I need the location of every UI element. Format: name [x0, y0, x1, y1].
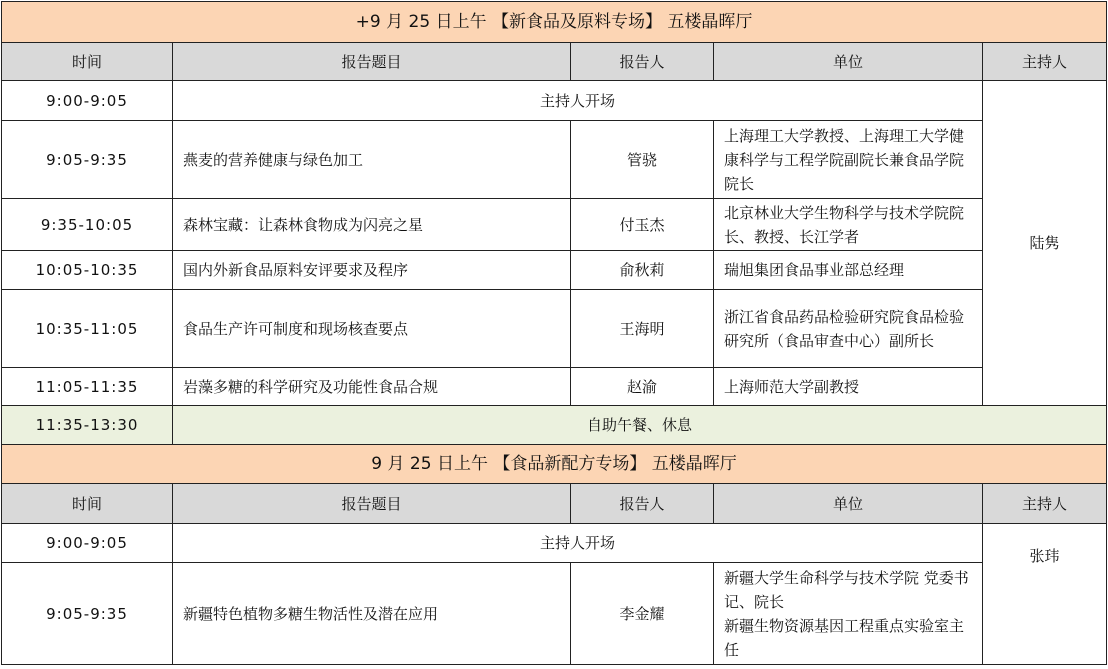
header-speaker: 报告人	[571, 484, 714, 524]
time-cell: 9:00-9:05	[2, 524, 173, 563]
time-cell: 10:05-10:35	[2, 251, 173, 290]
time-cell: 9:05-9:35	[2, 121, 173, 199]
unit-cell: 上海师范大学副教授	[714, 368, 983, 406]
speaker-cell: 赵渝	[571, 368, 714, 406]
unit-cell: 上海理工大学教授、上海理工大学健康科学与工程学院副院长兼食品学院院长	[714, 121, 983, 199]
header-unit: 单位	[714, 43, 983, 81]
topic-cell: 新疆特色植物多糖生物活性及潜在应用	[173, 563, 571, 665]
host-cell: 张玮	[983, 524, 1107, 665]
table-row	[2, 368, 1107, 406]
header-topic: 报告题目	[173, 484, 571, 524]
header-time: 时间	[2, 484, 173, 524]
topic-cell: 国内外新食品原料安评要求及程序	[173, 251, 571, 290]
table-row	[2, 290, 1107, 368]
time-cell: 10:35-11:05	[2, 290, 173, 368]
schedule-table	[1, 1, 1107, 665]
section-title: 9 月 25 日上午 【食品新配方专场】 五楼晶晖厅	[2, 445, 1107, 484]
unit-cell: 瑞旭集团食品事业部总经理	[714, 251, 983, 290]
header-unit: 单位	[714, 484, 983, 524]
speaker-cell: 俞秋莉	[571, 251, 714, 290]
table-row	[2, 251, 1107, 290]
header-host: 主持人	[983, 43, 1107, 81]
header-speaker: 报告人	[571, 43, 714, 81]
unit-cell: 浙江省食品药品检验研究院食品检验研究所（食品审查中心）副所长	[714, 290, 983, 368]
opening-label: 主持人开场	[173, 81, 983, 121]
unit-line: 新疆生物资源基因工程重点实验室主任	[724, 616, 965, 659]
header-topic: 报告题目	[173, 43, 571, 81]
host-cell: 陆隽	[983, 81, 1107, 406]
speaker-cell: 管骁	[571, 121, 714, 199]
unit-cell: 北京林业大学生物科学与技术学院院长、教授、长江学者	[714, 199, 983, 251]
table-row	[2, 199, 1107, 251]
unit-line: 新疆大学生命科学与技术学院 党委书记、院长	[724, 568, 969, 611]
topic-cell: 燕麦的营养健康与绿色加工	[173, 121, 571, 199]
time-cell: 9:05-9:35	[2, 563, 173, 665]
lunch-row	[2, 406, 1107, 445]
speaker-cell: 王海明	[571, 290, 714, 368]
speaker-cell: 李金耀	[571, 563, 714, 665]
time-cell: 11:05-11:35	[2, 368, 173, 406]
header-host: 主持人	[983, 484, 1107, 524]
time-cell: 9:35-10:05	[2, 199, 173, 251]
time-cell: 9:00-9:05	[2, 81, 173, 121]
topic-cell: 岩藻多糖的科学研究及功能性食品合规	[173, 368, 571, 406]
unit-cell	[714, 563, 983, 665]
topic-cell: 森林宝藏：让森林食物成为闪亮之星	[173, 199, 571, 251]
header-time: 时间	[2, 43, 173, 81]
topic-cell: 食品生产许可制度和现场核查要点	[173, 290, 571, 368]
opening-label: 主持人开场	[173, 524, 983, 563]
time-cell: 11:35-13:30	[2, 406, 173, 445]
table-row	[2, 121, 1107, 199]
section-title: +9 月 25 日上午 【新食品及原料专场】 五楼晶晖厅	[2, 2, 1107, 43]
lunch-label: 自助午餐、休息	[173, 406, 1107, 445]
table-row	[2, 563, 1107, 665]
speaker-cell: 付玉杰	[571, 199, 714, 251]
